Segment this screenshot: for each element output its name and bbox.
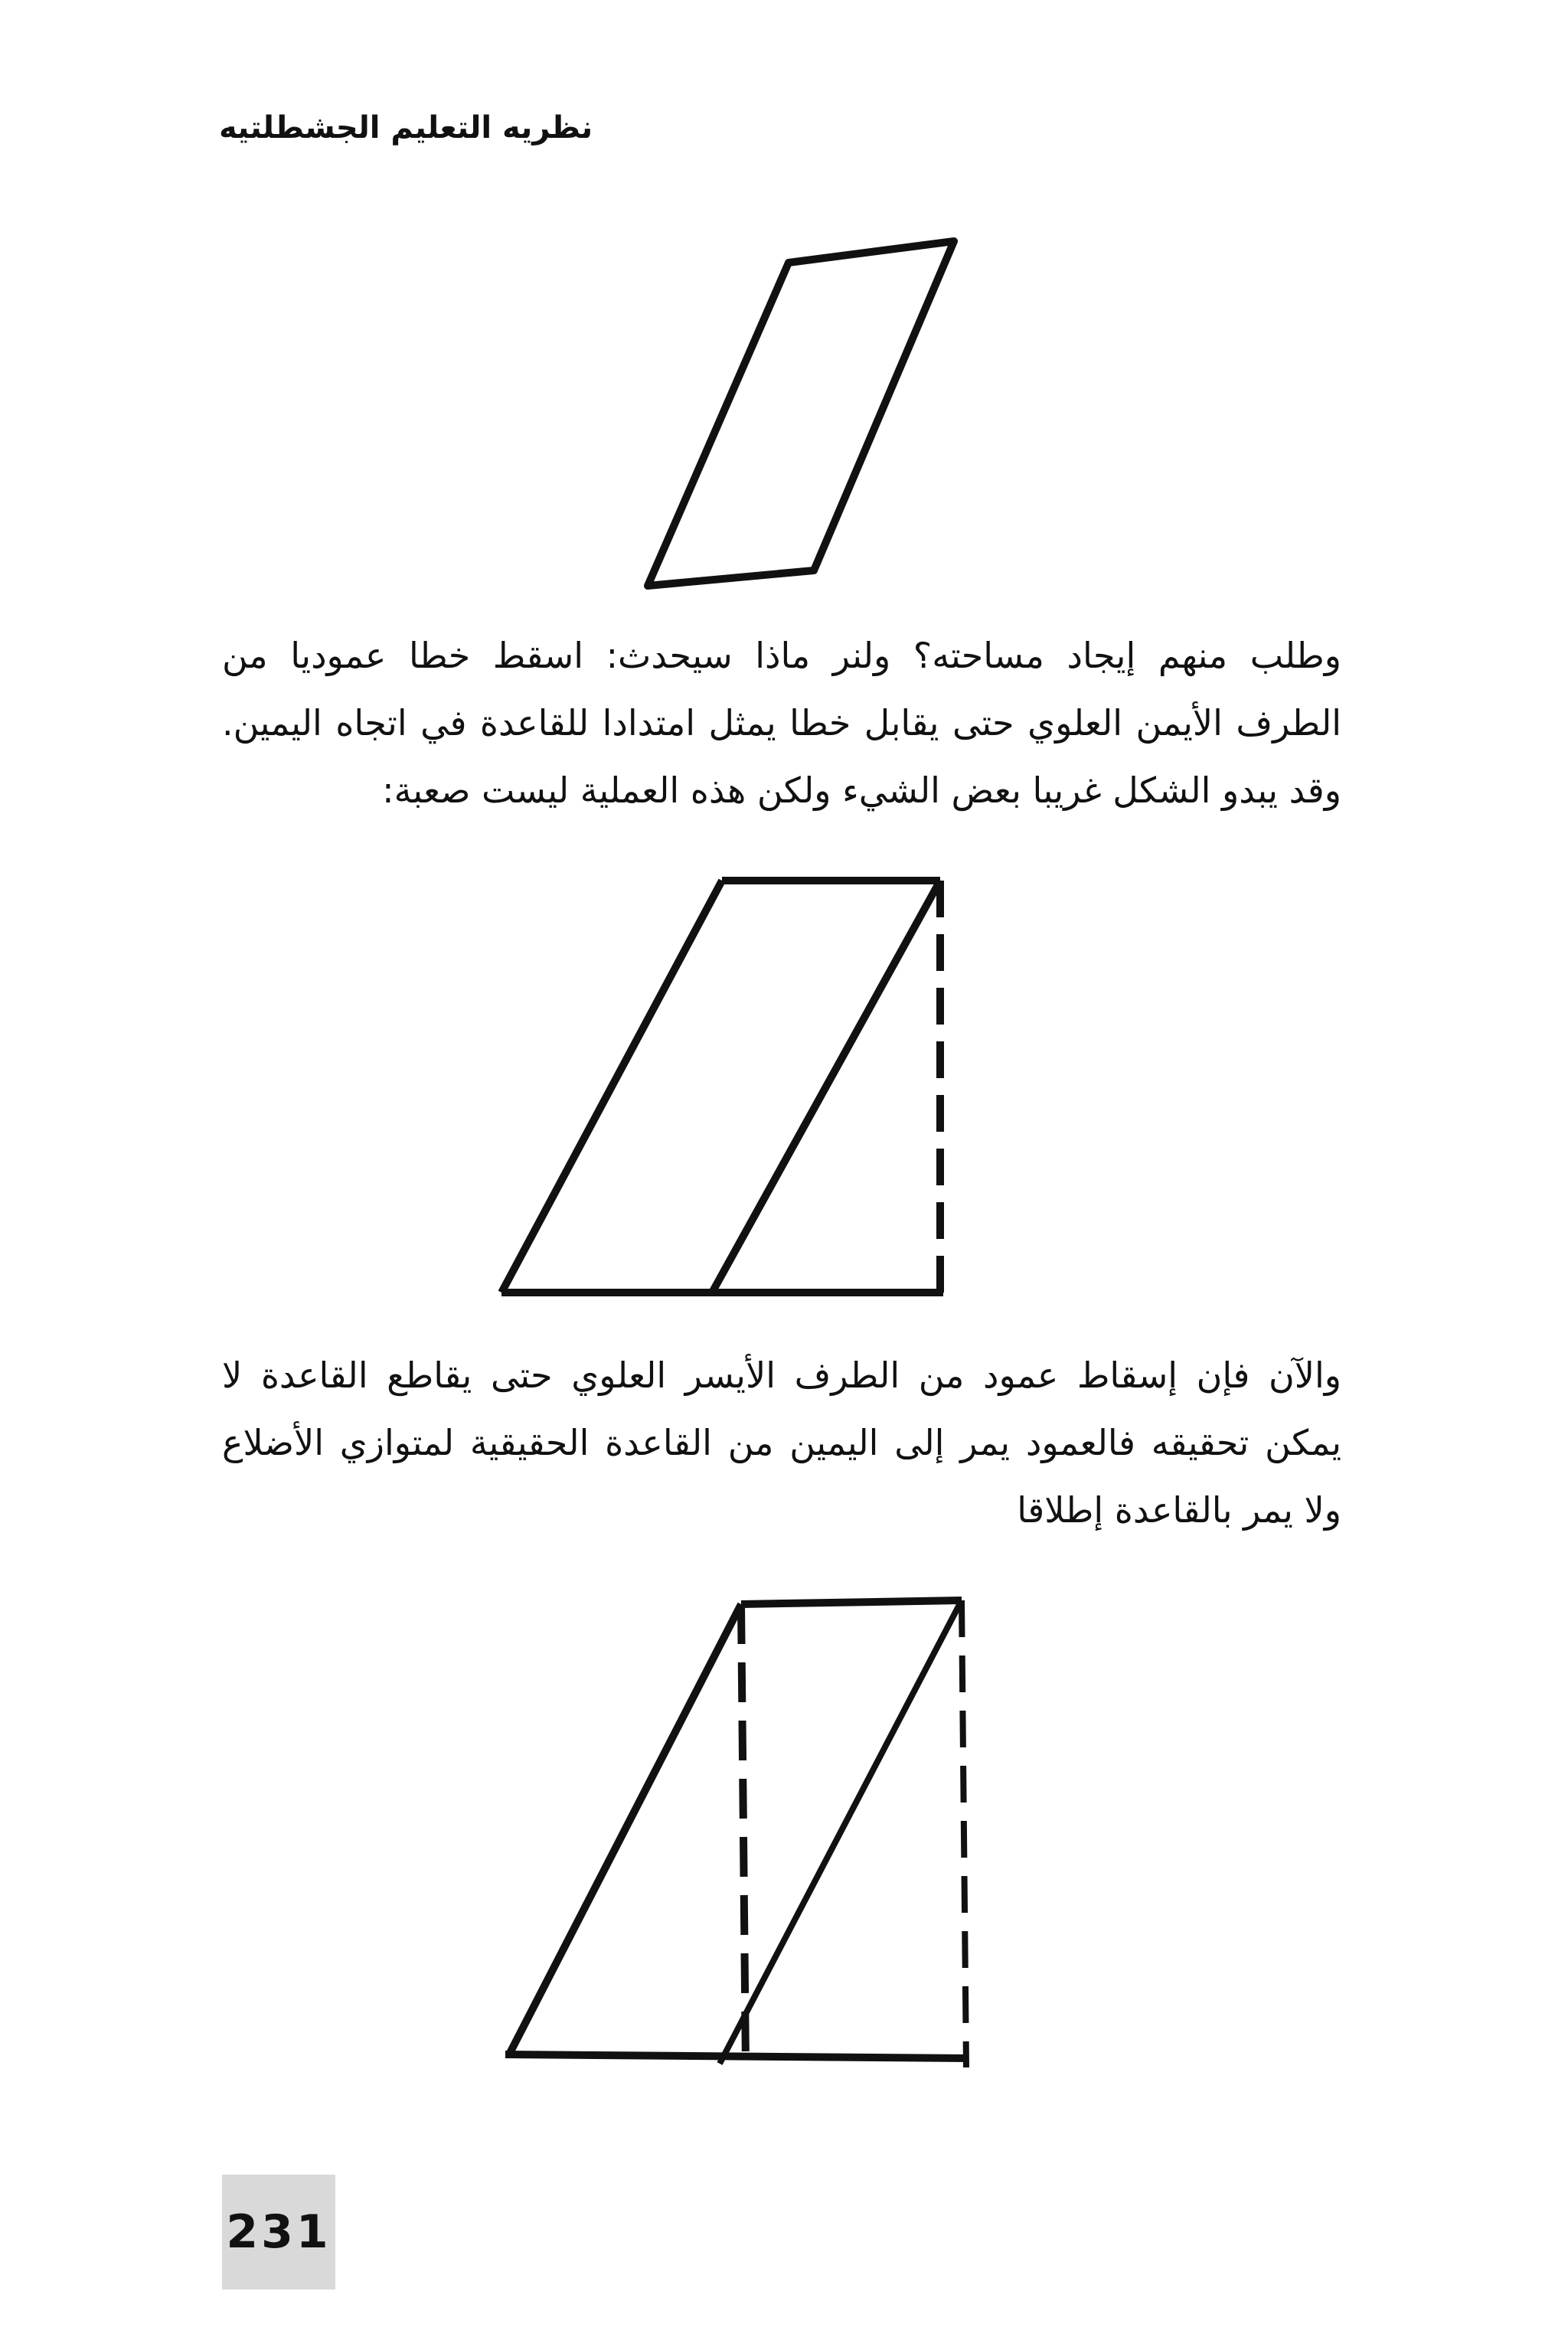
figure-two-perpendiculars	[0, 1585, 1568, 2075]
top-side	[741, 1600, 962, 1604]
paragraph-1: وطلب منهم إيجاد مساحته؟ ولنر ماذا سيحدث: اسقط خطا عموديا من الطرف الأيمن العلوي حتى يقابل خطا يمثل امتدادا للقاعدة في اتجاه اليمين. وقد يبدو الشكل غريبا بعض الشيء ولكن هذه العملية ليست صعبة:	[222, 635, 1341, 811]
dashed-perpendicular-left	[741, 1604, 746, 2067]
left-side	[501, 881, 722, 1293]
page-number-box	[222, 2175, 335, 2290]
parallelogram-outline	[648, 241, 954, 586]
left-side	[509, 1604, 741, 2054]
dashed-perpendicular-right	[962, 1600, 966, 2067]
base-line	[505, 2054, 966, 2058]
perpendicular-right-drawing	[0, 865, 1568, 1309]
figure-parallelogram	[0, 230, 1568, 605]
right-side	[712, 881, 940, 1293]
running-header: نظريه التعليم الجشطلتيه	[219, 110, 593, 145]
figure-perpendicular-right	[0, 865, 1568, 1309]
parallelogram-drawing	[0, 230, 1568, 605]
page-number: 231	[226, 2205, 332, 2259]
two-perpendiculars-drawing	[0, 1585, 1568, 2075]
right-side	[720, 1600, 962, 2064]
paragraph-2: والآن فإن إسقاط عمود من الطرف الأيسر العلوي حتى يقاطع القاعدة لا يمكن تحقيقه فالعمود يمر إلى اليمين من القاعدة الحقيقية لمتوازي الأضلاع ولا يمر بالقاعدة إطلاقا	[222, 1355, 1341, 1531]
